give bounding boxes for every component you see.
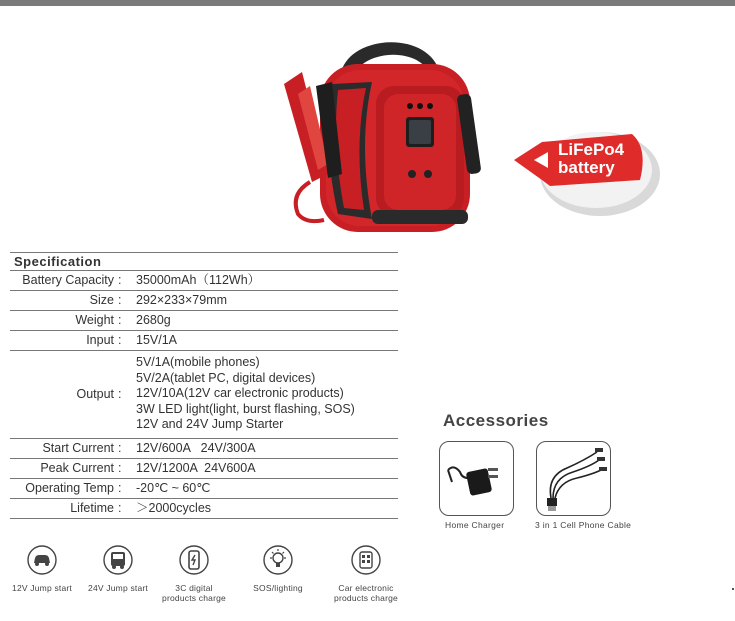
spec-label: Input: [86, 333, 114, 347]
top-bar: [0, 0, 735, 6]
output-line: 5V/1A(mobile phones): [136, 355, 260, 369]
spec-colon: :: [118, 501, 122, 515]
spec-label: Weight: [75, 313, 114, 327]
spec-label: Operating Temp: [25, 481, 114, 495]
jump-starter-image: [280, 24, 500, 234]
spec-row-battery: [10, 271, 398, 291]
spec-value: 2680g: [136, 313, 171, 327]
spec-colon: :: [118, 273, 122, 287]
feature-caption: Car electronic: [338, 583, 394, 593]
car-icon: [27, 545, 57, 575]
phone-icon: [179, 545, 209, 575]
phone-cable-caption: 3 in 1 Cell Phone Cable: [535, 520, 632, 530]
feature-caption: products charge: [334, 593, 398, 603]
spec-row-peak-current: [10, 459, 398, 479]
output-line: 5V/2A(tablet PC, digital devices): [136, 370, 316, 385]
phone-cable-box: [536, 441, 611, 516]
spec-output-values: [132, 351, 398, 438]
feature-caption: 12V Jump start: [12, 583, 72, 593]
feature-caption: 3C digital: [175, 583, 213, 593]
spec-value: 12V/1200A 24V600A: [136, 461, 256, 475]
spec-label: Size: [89, 293, 114, 307]
spec-row-operating-temp: [10, 479, 398, 499]
stray-dot: [732, 588, 734, 590]
bulb-icon: [263, 545, 293, 575]
spec-colon: :: [118, 293, 122, 307]
home-charger-caption: Home Charger: [445, 520, 505, 530]
spec-row-weight: [10, 311, 398, 331]
spec-value: 292×233×79mm: [136, 293, 228, 307]
spec-row-output: [10, 351, 398, 439]
badge-line2: battery: [558, 158, 615, 177]
wall-charger-icon: [440, 442, 513, 515]
spec-colon: :: [118, 441, 122, 455]
feature-caption: products charge: [162, 593, 226, 603]
spec-label: Peak Current: [40, 461, 114, 475]
spec-label: Battery Capacity: [22, 273, 114, 287]
specification-table: [10, 252, 398, 519]
spec-value: 12V/600A 24V/300A: [136, 441, 256, 455]
usb-cable-icon: [537, 442, 610, 515]
feature-24v-jump-start: [76, 545, 160, 593]
spec-row-lifetime: [10, 499, 398, 519]
badge-text: [558, 141, 624, 177]
spec-colon: :: [118, 333, 122, 347]
spec-label: Output: [76, 387, 114, 401]
home-charger-box: [439, 441, 514, 516]
spec-colon: :: [118, 313, 122, 327]
spec-value: 15V/1A: [136, 333, 178, 347]
spec-row-size: [10, 291, 398, 311]
feature-sos-lighting: [236, 545, 320, 593]
feature-car-electronics: [324, 545, 408, 603]
accessories-title: Accessories: [443, 411, 549, 430]
spec-colon: :: [118, 481, 122, 495]
feature-caption: SOS/lighting: [253, 583, 303, 593]
spec-label: Lifetime: [70, 501, 114, 515]
output-line: 12V/10A(12V car electronic products): [136, 386, 344, 400]
feature-3c-digital: [152, 545, 236, 603]
spec-colon: :: [118, 461, 122, 475]
feature-12v-jump-start: [0, 545, 84, 593]
spec-label: Start Current: [42, 441, 114, 455]
output-line: 12V and 24V Jump Starter: [136, 417, 284, 431]
output-line: 3W LED light(light, burst flashing, SOS): [136, 401, 355, 416]
spec-row-start-current: [10, 439, 398, 459]
feature-caption: 24V Jump start: [88, 583, 148, 593]
spec-colon: :: [118, 387, 122, 401]
spec-value: 35000mAh（112Wh）: [136, 273, 261, 287]
spec-title: Specification: [10, 252, 398, 271]
truck-icon: [103, 545, 133, 575]
spec-value: ＞2000cycles: [136, 501, 212, 515]
car-electronics-icon: [351, 545, 381, 575]
spec-row-input: [10, 331, 398, 351]
spec-value: -20℃ ~ 60℃: [136, 481, 211, 495]
badge-line1: LiFePo4: [558, 140, 625, 159]
